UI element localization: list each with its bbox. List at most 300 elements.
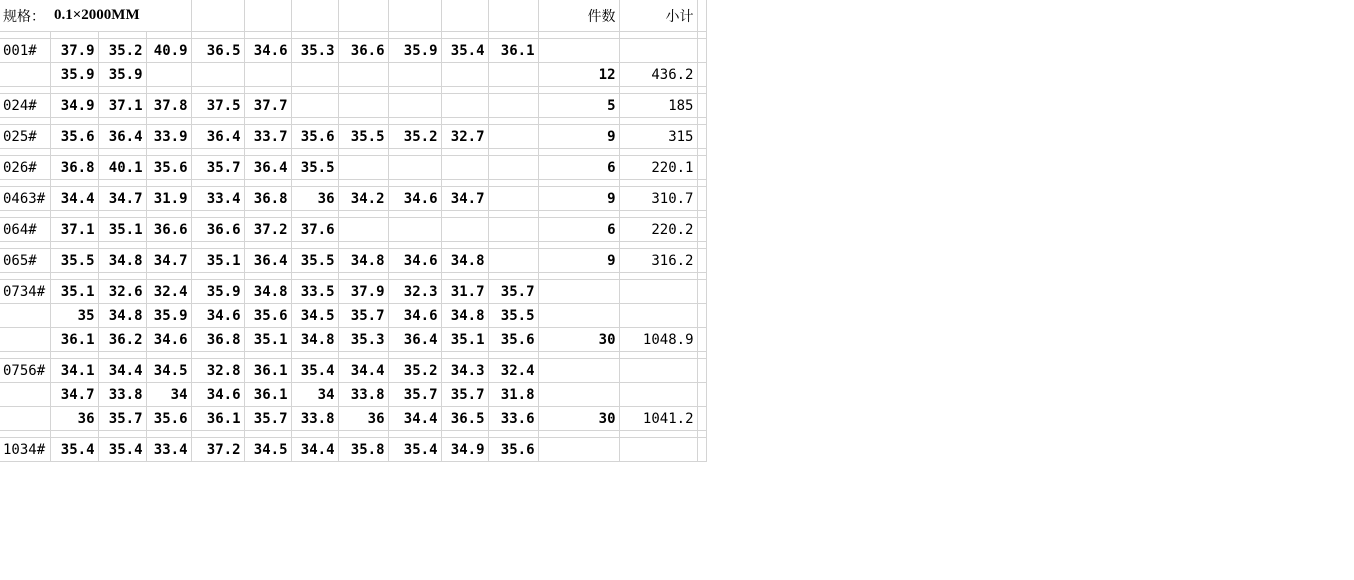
measurement-cell[interactable]: 36.1 (244, 359, 291, 383)
measurement-cell[interactable]: 34.6 (146, 328, 191, 352)
empty-cell[interactable] (0, 304, 50, 328)
measurement-cell[interactable] (388, 156, 441, 180)
table-row (0, 359, 706, 383)
measurement-cell[interactable]: 34.1 (50, 359, 98, 383)
measurement-cell[interactable] (488, 156, 538, 180)
count-cell[interactable] (538, 280, 619, 304)
measurement-cell[interactable]: 31.7 (441, 280, 488, 304)
measurement-cell[interactable]: 34.7 (441, 187, 488, 211)
measurement-cell[interactable]: 34 (291, 383, 338, 407)
spacer-cell (488, 273, 538, 280)
count-cell[interactable] (538, 438, 619, 462)
measurement-cell[interactable]: 35.5 (338, 125, 388, 149)
measurement-cell[interactable]: 34 (146, 383, 191, 407)
empty-cell[interactable] (697, 156, 706, 180)
count-cell[interactable]: 9 (538, 125, 619, 149)
measurement-cell[interactable]: 36.8 (50, 156, 98, 180)
count-cell[interactable]: 9 (538, 249, 619, 273)
measurement-cell[interactable]: 32.4 (146, 280, 191, 304)
count-header[interactable]: 件数 (538, 0, 619, 32)
measurement-cell[interactable]: 36.2 (98, 328, 146, 352)
empty-cell[interactable] (697, 249, 706, 273)
measurement-cell[interactable]: 33.6 (488, 407, 538, 431)
spacer-cell (619, 242, 697, 249)
measurement-cell[interactable]: 35.5 (291, 156, 338, 180)
measurement-cell[interactable] (488, 125, 538, 149)
measurement-cell[interactable]: 32.6 (98, 280, 146, 304)
count-cell[interactable] (538, 383, 619, 407)
spacer-cell (0, 87, 50, 94)
measurement-cell[interactable]: 34.3 (441, 359, 488, 383)
spacer-cell (0, 242, 50, 249)
spacer-cell (488, 87, 538, 94)
measurement-cell[interactable]: 33.8 (338, 383, 388, 407)
subtotal-cell[interactable] (619, 438, 697, 462)
spacer-cell (146, 242, 191, 249)
spacer-cell (441, 211, 488, 218)
spacer-cell (619, 273, 697, 280)
empty-cell[interactable] (441, 0, 488, 32)
spacer-cell (244, 242, 291, 249)
measurement-cell[interactable]: 35.4 (388, 438, 441, 462)
count-cell[interactable] (538, 359, 619, 383)
empty-cell[interactable] (488, 0, 538, 32)
measurement-cell[interactable] (338, 156, 388, 180)
spacer-cell (338, 242, 388, 249)
measurement-cell[interactable]: 34.2 (338, 187, 388, 211)
spacer-cell (244, 431, 291, 438)
measurement-cell[interactable]: 34.4 (50, 187, 98, 211)
measurement-cell[interactable]: 35.3 (338, 328, 388, 352)
spacer-cell (538, 273, 619, 280)
spacer-cell (388, 273, 441, 280)
measurement-cell[interactable]: 33.4 (146, 438, 191, 462)
measurement-cell[interactable]: 34.9 (50, 94, 98, 118)
spacer-row (0, 149, 706, 156)
measurement-cell[interactable]: 34.8 (98, 304, 146, 328)
spacer-cell (388, 87, 441, 94)
spacer-cell (388, 180, 441, 187)
spec-cell[interactable] (0, 0, 191, 32)
empty-cell[interactable] (388, 0, 441, 32)
measurement-cell[interactable]: 34.6 (388, 187, 441, 211)
measurement-cell[interactable]: 34.9 (441, 438, 488, 462)
measurement-cell[interactable]: 35.1 (244, 328, 291, 352)
measurement-cell[interactable] (488, 63, 538, 87)
measurement-cell[interactable]: 36.6 (338, 39, 388, 63)
subtotal-cell[interactable]: 315 (619, 125, 697, 149)
measurement-cell[interactable]: 35.6 (291, 125, 338, 149)
measurement-cell[interactable]: 32.8 (191, 359, 244, 383)
empty-cell[interactable] (697, 218, 706, 242)
spacer-cell (388, 149, 441, 156)
measurement-cell[interactable]: 31.8 (488, 383, 538, 407)
measurement-cell[interactable]: 40.1 (98, 156, 146, 180)
spacer-cell (98, 87, 146, 94)
batch-id-cell[interactable]: 001# (0, 39, 50, 63)
spacer-row (0, 211, 706, 218)
spacer-cell (441, 87, 488, 94)
spacer-cell (538, 149, 619, 156)
empty-cell[interactable] (0, 407, 50, 431)
spacer-cell (291, 149, 338, 156)
empty-cell[interactable] (697, 94, 706, 118)
empty-cell[interactable] (697, 280, 706, 304)
measurement-cell[interactable]: 35.2 (98, 39, 146, 63)
measurement-cell[interactable]: 35.4 (291, 359, 338, 383)
measurement-cell[interactable]: 36.8 (244, 187, 291, 211)
subtotal-cell[interactable]: 316.2 (619, 249, 697, 273)
measurement-cell[interactable]: 35.7 (191, 156, 244, 180)
measurement-cell[interactable]: 34.8 (98, 249, 146, 273)
spacer-cell (441, 180, 488, 187)
measurement-cell[interactable]: 35.6 (488, 328, 538, 352)
measurement-cell[interactable]: 34.7 (146, 249, 191, 273)
measurement-cell[interactable]: 35.4 (98, 438, 146, 462)
count-cell[interactable]: 6 (538, 218, 619, 242)
measurement-cell[interactable]: 37.1 (50, 218, 98, 242)
spacer-row (0, 118, 706, 125)
measurement-cell[interactable]: 36.4 (388, 328, 441, 352)
spacer-cell (0, 149, 50, 156)
empty-cell[interactable] (697, 407, 706, 431)
measurement-cell[interactable]: 36.4 (244, 249, 291, 273)
measurement-cell[interactable]: 37.2 (191, 438, 244, 462)
table-row (0, 328, 706, 352)
subtotal-cell[interactable] (619, 304, 697, 328)
spacer-cell (146, 431, 191, 438)
measurement-cell[interactable]: 35.6 (488, 438, 538, 462)
measurement-cell[interactable] (388, 63, 441, 87)
spacer-cell (291, 32, 338, 39)
measurement-cell[interactable] (291, 63, 338, 87)
count-cell[interactable] (538, 39, 619, 63)
measurement-cell[interactable] (441, 94, 488, 118)
measurement-cell[interactable]: 35.8 (338, 438, 388, 462)
measurement-cell[interactable]: 36.6 (146, 218, 191, 242)
spacer-row (0, 431, 706, 438)
spacer-cell (291, 273, 338, 280)
measurement-cell[interactable]: 31.9 (146, 187, 191, 211)
spacer-cell (441, 242, 488, 249)
measurement-cell[interactable]: 34.4 (291, 438, 338, 462)
measurement-cell[interactable]: 36.1 (191, 407, 244, 431)
measurement-cell[interactable]: 37.1 (98, 94, 146, 118)
measurement-cell[interactable]: 34.7 (50, 383, 98, 407)
empty-cell[interactable] (697, 63, 706, 87)
spacer-row (0, 32, 706, 39)
subtotal-cell[interactable] (619, 383, 697, 407)
measurement-cell[interactable] (244, 63, 291, 87)
measurement-cell[interactable]: 34.6 (244, 39, 291, 63)
table-row (0, 280, 706, 304)
batch-id-cell[interactable]: 0463# (0, 187, 50, 211)
measurement-cell[interactable]: 34.6 (191, 304, 244, 328)
spacer-cell (98, 180, 146, 187)
spacer-cell (338, 211, 388, 218)
spacer-cell (244, 118, 291, 125)
measurement-cell[interactable]: 34.4 (388, 407, 441, 431)
measurement-cell[interactable]: 35.7 (488, 280, 538, 304)
measurement-cell[interactable]: 35.7 (338, 304, 388, 328)
measurement-cell[interactable]: 35.5 (291, 249, 338, 273)
measurement-cell[interactable]: 36.1 (488, 39, 538, 63)
subtotal-cell[interactable]: 220.2 (619, 218, 697, 242)
measurement-cell[interactable]: 34.8 (338, 249, 388, 273)
spacer-cell (98, 149, 146, 156)
empty-cell[interactable] (697, 328, 706, 352)
measurement-cell[interactable]: 35.2 (388, 359, 441, 383)
measurement-cell[interactable] (441, 63, 488, 87)
batch-id-cell[interactable]: 1034# (0, 438, 50, 462)
empty-cell[interactable] (697, 125, 706, 149)
spacer-cell (697, 87, 706, 94)
spacer-cell (697, 149, 706, 156)
measurement-cell[interactable]: 35.2 (388, 125, 441, 149)
spacer-cell (50, 431, 98, 438)
measurement-cell[interactable] (488, 187, 538, 211)
measurement-cell[interactable]: 35.6 (50, 125, 98, 149)
spacer-cell (244, 273, 291, 280)
measurement-cell[interactable]: 35.3 (291, 39, 338, 63)
measurement-cell[interactable]: 40.9 (146, 39, 191, 63)
measurement-cell[interactable]: 32.7 (441, 125, 488, 149)
measurement-cell[interactable]: 35.6 (244, 304, 291, 328)
measurement-cell[interactable]: 35.9 (98, 63, 146, 87)
measurement-cell[interactable]: 34.8 (441, 249, 488, 273)
measurement-cell[interactable]: 35.5 (50, 249, 98, 273)
count-cell[interactable]: 6 (538, 156, 619, 180)
measurement-cell[interactable]: 35.9 (50, 63, 98, 87)
subtotal-cell[interactable]: 1041.2 (619, 407, 697, 431)
spacer-cell (697, 352, 706, 359)
spacer-cell (697, 118, 706, 125)
spacer-cell (619, 180, 697, 187)
measurement-cell[interactable]: 33.4 (191, 187, 244, 211)
spacer-cell (0, 352, 50, 359)
measurement-cell[interactable]: 35.5 (488, 304, 538, 328)
subtotal-cell[interactable] (619, 39, 697, 63)
measurement-cell[interactable]: 36.1 (50, 328, 98, 352)
spacer-cell (388, 211, 441, 218)
measurement-cell[interactable]: 35.9 (191, 280, 244, 304)
subtotal-cell[interactable] (619, 280, 697, 304)
measurement-cell[interactable]: 36.4 (244, 156, 291, 180)
batch-id-cell[interactable]: 026# (0, 156, 50, 180)
measurement-cell[interactable] (291, 94, 338, 118)
measurement-cell[interactable]: 36.5 (441, 407, 488, 431)
measurement-cell[interactable] (338, 94, 388, 118)
measurement-cell[interactable]: 37.9 (338, 280, 388, 304)
subtotal-cell[interactable] (619, 359, 697, 383)
spacer-cell (98, 242, 146, 249)
measurement-cell[interactable] (388, 218, 441, 242)
spacer-cell (388, 242, 441, 249)
measurement-cell[interactable]: 34.4 (338, 359, 388, 383)
empty-cell[interactable] (191, 0, 244, 32)
measurement-cell[interactable]: 34.5 (244, 438, 291, 462)
spacer-cell (50, 87, 98, 94)
spacer-cell (244, 32, 291, 39)
spacer-cell (338, 431, 388, 438)
measurement-cell[interactable]: 37.8 (146, 94, 191, 118)
empty-cell[interactable] (291, 0, 338, 32)
subtotal-header[interactable]: 小计 (619, 0, 697, 32)
measurement-cell[interactable]: 34.7 (98, 187, 146, 211)
measurement-cell[interactable] (488, 218, 538, 242)
batch-id-cell[interactable]: 024# (0, 94, 50, 118)
spacer-cell (538, 431, 619, 438)
measurement-cell[interactable] (338, 218, 388, 242)
count-cell[interactable]: 12 (538, 63, 619, 87)
spacer-cell (697, 273, 706, 280)
count-cell[interactable]: 30 (538, 407, 619, 431)
spacer-cell (338, 118, 388, 125)
spacer-cell (619, 118, 697, 125)
empty-cell[interactable] (697, 187, 706, 211)
table-row (0, 125, 706, 149)
count-cell[interactable]: 5 (538, 94, 619, 118)
subtotal-cell[interactable]: 220.1 (619, 156, 697, 180)
measurement-cell[interactable]: 36 (291, 187, 338, 211)
empty-cell[interactable] (697, 304, 706, 328)
spacer-cell (50, 32, 98, 39)
measurement-cell[interactable]: 36.4 (191, 125, 244, 149)
count-cell[interactable] (538, 304, 619, 328)
measurement-cell[interactable] (441, 156, 488, 180)
measurement-cell[interactable]: 35.7 (244, 407, 291, 431)
spacer-cell (191, 273, 244, 280)
measurement-cell[interactable]: 36 (338, 407, 388, 431)
measurement-cell[interactable]: 35.1 (98, 218, 146, 242)
measurement-cell[interactable]: 33.8 (98, 383, 146, 407)
spacer-cell (291, 180, 338, 187)
measurement-cell[interactable]: 34.5 (291, 304, 338, 328)
measurement-cell[interactable]: 37.2 (244, 218, 291, 242)
measurement-cell[interactable]: 37.9 (50, 39, 98, 63)
measurement-cell[interactable]: 37.6 (291, 218, 338, 242)
measurement-cell[interactable]: 35.4 (441, 39, 488, 63)
batch-id-cell[interactable]: 065# (0, 249, 50, 273)
spacer-cell (488, 32, 538, 39)
empty-cell[interactable] (0, 383, 50, 407)
table-row (0, 187, 706, 211)
batch-id-cell[interactable]: 0756# (0, 359, 50, 383)
subtotal-cell[interactable]: 1048.9 (619, 328, 697, 352)
measurement-cell[interactable]: 34.4 (98, 359, 146, 383)
table-row (0, 156, 706, 180)
count-cell[interactable]: 9 (538, 187, 619, 211)
spacer-cell (0, 32, 50, 39)
measurement-cell[interactable]: 34.6 (388, 249, 441, 273)
spacer-cell (697, 242, 706, 249)
measurement-cell[interactable]: 35.9 (388, 39, 441, 63)
empty-cell[interactable] (244, 0, 291, 32)
spacer-cell (146, 118, 191, 125)
measurement-cell[interactable]: 34.8 (441, 304, 488, 328)
measurement-cell[interactable]: 33.9 (146, 125, 191, 149)
spacer-cell (146, 273, 191, 280)
measurement-cell[interactable]: 35.7 (388, 383, 441, 407)
empty-cell[interactable] (697, 0, 706, 32)
subtotal-cell[interactable]: 436.2 (619, 63, 697, 87)
spacer-cell (50, 352, 98, 359)
measurement-cell[interactable]: 36.5 (191, 39, 244, 63)
measurement-cell[interactable]: 37.5 (191, 94, 244, 118)
measurement-cell[interactable]: 35.6 (146, 407, 191, 431)
measurement-cell[interactable]: 32.4 (488, 359, 538, 383)
measurement-cell[interactable]: 33.7 (244, 125, 291, 149)
empty-cell[interactable] (697, 359, 706, 383)
spreadsheet-grid (0, 0, 707, 462)
batch-id-cell[interactable]: 064# (0, 218, 50, 242)
spacer-cell (291, 431, 338, 438)
measurement-cell[interactable]: 35.7 (98, 407, 146, 431)
measurement-cell[interactable]: 35.9 (146, 304, 191, 328)
empty-cell[interactable] (697, 438, 706, 462)
measurement-cell[interactable]: 36 (50, 407, 98, 431)
measurement-cell[interactable]: 34.6 (191, 383, 244, 407)
measurement-cell[interactable] (441, 218, 488, 242)
measurement-cell[interactable]: 34.8 (291, 328, 338, 352)
measurement-cell[interactable] (146, 63, 191, 87)
spacer-cell (146, 180, 191, 187)
measurement-cell[interactable]: 36.4 (98, 125, 146, 149)
empty-cell[interactable] (697, 39, 706, 63)
measurement-cell[interactable] (338, 63, 388, 87)
measurement-cell[interactable] (388, 94, 441, 118)
measurement-cell[interactable]: 32.3 (388, 280, 441, 304)
spacer-cell (619, 431, 697, 438)
measurement-cell[interactable]: 37.7 (244, 94, 291, 118)
measurement-cell[interactable]: 35.1 (191, 249, 244, 273)
subtotal-cell[interactable]: 310.7 (619, 187, 697, 211)
measurement-cell[interactable]: 34.5 (146, 359, 191, 383)
measurement-cell[interactable]: 36.1 (244, 383, 291, 407)
empty-cell[interactable] (0, 328, 50, 352)
spacer-cell (538, 352, 619, 359)
measurement-cell[interactable]: 35.6 (146, 156, 191, 180)
measurement-cell[interactable]: 35 (50, 304, 98, 328)
empty-cell[interactable] (338, 0, 388, 32)
spacer-cell (98, 273, 146, 280)
spacer-cell (191, 180, 244, 187)
measurement-cell[interactable]: 34.6 (388, 304, 441, 328)
subtotal-cell[interactable]: 185 (619, 94, 697, 118)
measurement-cell[interactable]: 34.8 (244, 280, 291, 304)
spacer-cell (191, 242, 244, 249)
empty-cell[interactable] (697, 383, 706, 407)
measurement-cell[interactable] (191, 63, 244, 87)
count-cell[interactable]: 30 (538, 328, 619, 352)
spacer-cell (98, 431, 146, 438)
measurement-cell[interactable] (488, 94, 538, 118)
measurement-cell[interactable]: 35.4 (50, 438, 98, 462)
measurement-cell[interactable]: 35.1 (441, 328, 488, 352)
measurement-cell[interactable] (488, 249, 538, 273)
batch-id-cell[interactable]: 025# (0, 125, 50, 149)
measurement-cell[interactable]: 36.6 (191, 218, 244, 242)
measurement-cell[interactable]: 36.8 (191, 328, 244, 352)
spacer-cell (388, 352, 441, 359)
measurement-cell[interactable]: 35.7 (441, 383, 488, 407)
spacer-cell (619, 352, 697, 359)
batch-id-cell[interactable]: 0734# (0, 280, 50, 304)
measurement-cell[interactable]: 35.1 (50, 280, 98, 304)
measurement-cell[interactable]: 33.8 (291, 407, 338, 431)
empty-cell[interactable] (0, 63, 50, 87)
measurement-cell[interactable]: 33.5 (291, 280, 338, 304)
